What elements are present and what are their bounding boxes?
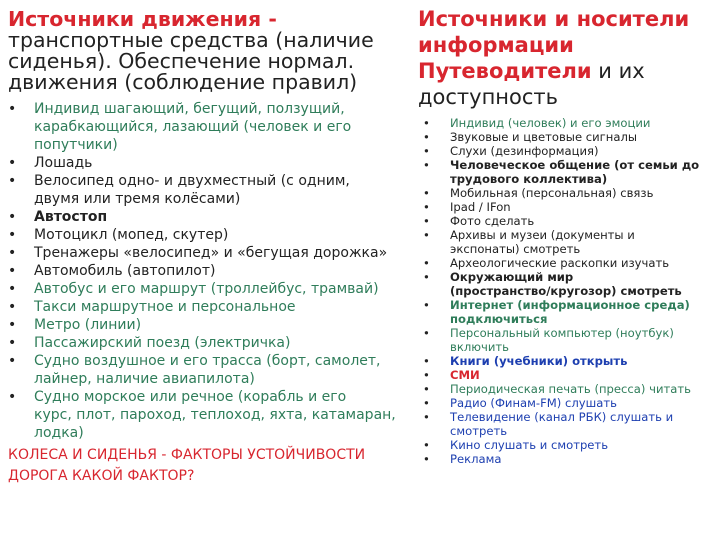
list-item: • Индивид (человек) и его эмоции (423, 116, 651, 130)
left-title-red: Источники движения - (8, 7, 277, 31)
list-item: • Метро (линии) (8, 317, 142, 333)
right-title (418, 0, 718, 110)
transport-list (8, 100, 406, 442)
list-item: • Судно морское или речное (корабль и его курс, плот, пароход, теплоход, яхта, катамаран, лодка) (8, 389, 396, 441)
list-item: • Персональный компьютер (ноутбук) включить (423, 326, 674, 354)
right-title-line-1: Источники и носители (418, 7, 690, 31)
left-title-line-2: сиденья). Обеспечение нормал. (8, 49, 355, 73)
list-item: • Такси маршрутное и персональное (8, 299, 296, 315)
list-item: • Книги (учебники) открыть (423, 354, 628, 368)
list-item: • Архивы и музеи (документы и экспонаты) смотреть (423, 228, 635, 256)
right-column (418, 0, 718, 466)
list-item: • Судно воздушное и его трасса (борт, самолет, лайнер, наличие авиапилота) (8, 353, 381, 387)
list-item: • Телевидение (канал РБК) слушать и смотреть (423, 410, 674, 438)
list-item: • Мобильная (персональная) связь (423, 186, 654, 200)
list-item: • Велосипед одно- и двухместный (с одним, двумя или тремя колёсами) (8, 173, 350, 207)
list-item: • Археологические раскопки изучать (423, 256, 670, 270)
left-title-line-1: транспортные средства (наличие (8, 28, 374, 52)
list-item: • Автобус и его маршрут (троллейбус, трамвай) (8, 281, 379, 297)
list-item: • Звуковые и цветовые сигналы (423, 130, 638, 144)
info-sources-list (418, 116, 718, 466)
list-item: • Ipad / IFon (423, 200, 511, 214)
list-item: • Лошадь (8, 155, 93, 171)
list-item: • Автомобиль (автопилот) (8, 263, 216, 279)
left-footer: КОЛЕСА И СИДЕНЬЯ - ФАКТОРЫ УСТОЙЧИВОСТИ ДОРОГА КАКОЙ ФАКТОР? (8, 447, 366, 484)
left-column (8, 0, 406, 487)
list-item: • Периодическая печать (пресса) читать (423, 382, 691, 396)
right-title-line-4: доступность (418, 85, 559, 109)
list-item: • Фото сделать (423, 214, 535, 228)
list-item: • Окружающий мир (пространство/кругозор) смотреть (423, 270, 682, 298)
list-item: • Слухи (дезинформация) (423, 144, 599, 158)
list-item: • Пассажирский поезд (электричка) (8, 335, 291, 351)
list-item: • Индивид шагающий, бегущий, ползущий, карабкающийся, лазающий (человек и его попутчики) (8, 101, 352, 153)
list-item: • Автостоп (8, 209, 108, 225)
list-item: • Радио (Финам-FM) слушать (423, 396, 617, 410)
list-item: • СМИ (423, 368, 480, 382)
list-item: • Кино слушать и смотреть (423, 438, 609, 452)
list-item: • Интернет (информационное среда) подключиться (423, 298, 690, 326)
list-item: • Тренажеры «велосипед» и «бегущая дорожка» (8, 245, 388, 261)
right-title-line-3: Путеводители и их (418, 59, 645, 83)
list-item: • Реклама (423, 452, 502, 466)
left-title (8, 0, 406, 93)
right-title-line-2: информации (418, 33, 574, 57)
left-title-line-3: движения (соблюдение правил) (8, 70, 358, 94)
list-item: • Мотоцикл (мопед, скутер) (8, 227, 229, 243)
list-item: • Человеческое общение (от семьи до трудового коллектива) (423, 158, 700, 186)
